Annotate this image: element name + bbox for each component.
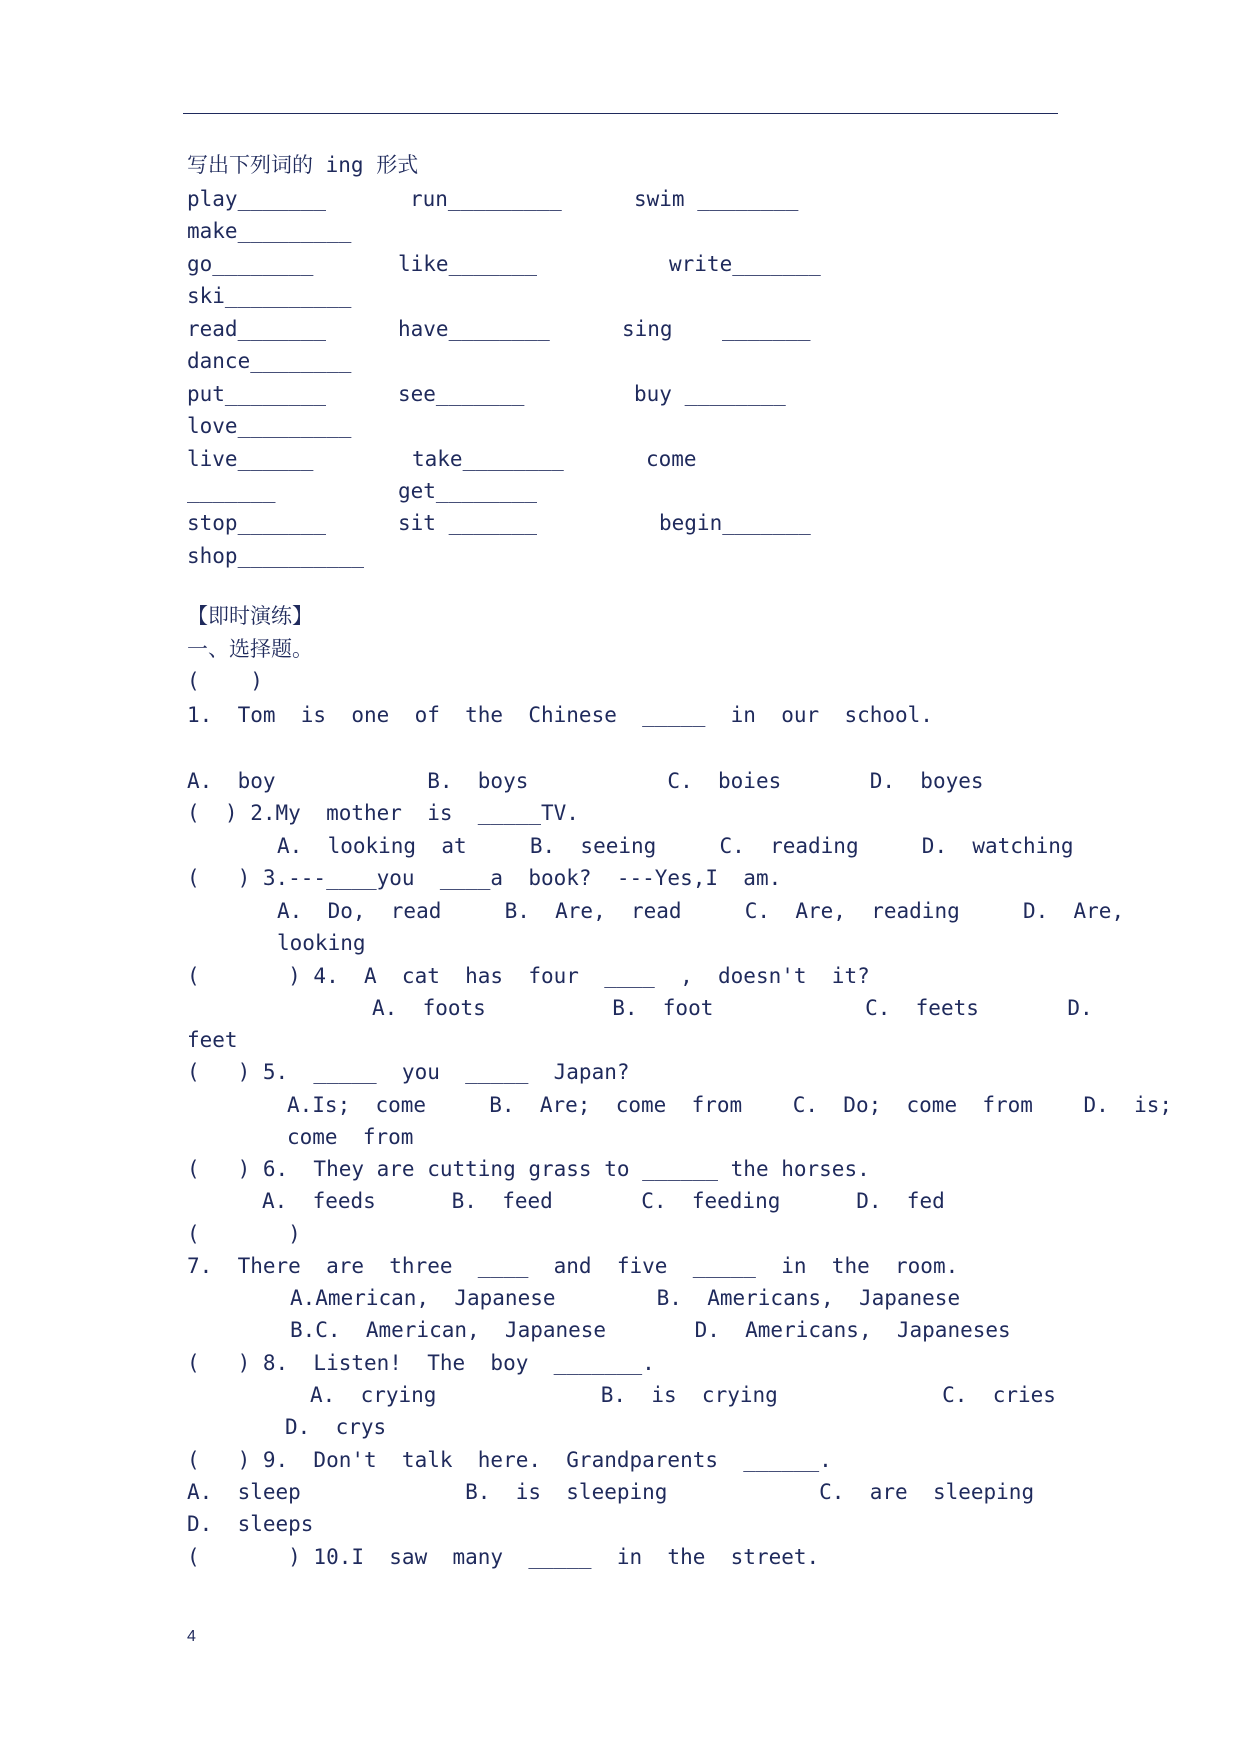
question-line: ( ) 8. Listen! The boy _______. — [187, 1351, 655, 1375]
word-blank: sing — [622, 317, 673, 341]
word-blank: live______ — [187, 447, 314, 471]
question-line: ( ) 5. _____ you _____ Japan? — [187, 1060, 630, 1084]
question-line: A. Do, read B. Are, read C. Are, reading D. Are, — [277, 899, 1125, 923]
question-line: A. feeds B. feed C. feeding D. fed — [262, 1189, 945, 1213]
word-blank: sit _______ — [398, 511, 538, 535]
question-line: ( ) 4. A cat has four ____ , doesn't it? — [187, 964, 870, 988]
word-blank: take________ — [412, 447, 564, 471]
word-blank: run_________ — [410, 187, 562, 211]
question-line: D. sleeps — [187, 1512, 314, 1536]
word-blank: _______ — [187, 479, 276, 503]
question-line: ( ) 10.I saw many _____ in the street. — [187, 1545, 820, 1569]
word-blank: come — [646, 447, 697, 471]
word-blank: begin_______ — [659, 511, 811, 535]
question-line: ( ) — [187, 1222, 301, 1246]
question-line: ( ) 6. They are cutting grass to ______ the horses. — [187, 1157, 870, 1181]
word-blank: read_______ — [187, 317, 327, 341]
word-blank: shop__________ — [187, 544, 365, 568]
word-blank: have________ — [398, 317, 550, 341]
part-title: 一、选择题。 — [187, 637, 313, 661]
question-line: A. crying B. is crying C. cries — [310, 1383, 1056, 1407]
question-line: A. looking at B. seeing C. reading D. watching — [277, 834, 1074, 858]
question-line: ( ) 9. Don't talk here. Grandparents ______. — [187, 1448, 832, 1472]
word-blank: make_________ — [187, 219, 352, 243]
question-line: ( ) — [187, 669, 263, 693]
word-blank: see_______ — [398, 382, 525, 406]
word-blank: play_______ — [187, 187, 327, 211]
word-blank: go________ — [187, 252, 314, 276]
word-blank: get________ — [398, 479, 538, 503]
word-blank: swim ________ — [634, 187, 799, 211]
question-line: A.American, Japanese B. Americans, Japanese — [290, 1286, 961, 1310]
word-blank: write_______ — [669, 252, 821, 276]
question-line: D. crys — [285, 1415, 387, 1439]
question-line: feet — [187, 1028, 238, 1052]
word-blank: buy ________ — [634, 382, 786, 406]
exercise-heading: 写出下列词的 ing 形式 — [187, 153, 419, 177]
word-blank: stop_______ — [187, 511, 327, 535]
word-blank: put________ — [187, 382, 327, 406]
question-line: 7. There are three ____ and five _____ in the room. — [187, 1254, 959, 1278]
question-line: ( ) 3.---____you ____a book? ---Yes,I am. — [187, 866, 782, 890]
question-line: 1. Tom is one of the Chinese _____ in our school. — [187, 703, 933, 727]
word-blank: dance________ — [187, 349, 352, 373]
question-line: A.Is; come B. Are; come from C. Do; come from D. is; — [287, 1093, 1173, 1117]
word-blank: like_______ — [398, 252, 538, 276]
question-line: A. foots B. foot C. feets D. — [372, 996, 1093, 1020]
question-line: A. boy B. boys C. boies D. boyes — [187, 769, 984, 793]
question-line: B.C. American, Japanese D. Americans, Japaneses — [290, 1318, 1011, 1342]
page-number: 4 — [187, 1628, 196, 1645]
question-line: A. sleep B. is sleeping C. are sleeping — [187, 1480, 1035, 1504]
section-title: 【即时演练】 — [187, 604, 313, 628]
question-line: looking — [277, 931, 366, 955]
word-blank: _______ — [722, 317, 811, 341]
word-blank: love_________ — [187, 414, 352, 438]
question-line: ( ) 2.My mother is _____TV. — [187, 801, 579, 825]
header-rule — [183, 113, 1058, 114]
word-blank: ski__________ — [187, 284, 352, 308]
question-line: come from — [287, 1125, 414, 1149]
